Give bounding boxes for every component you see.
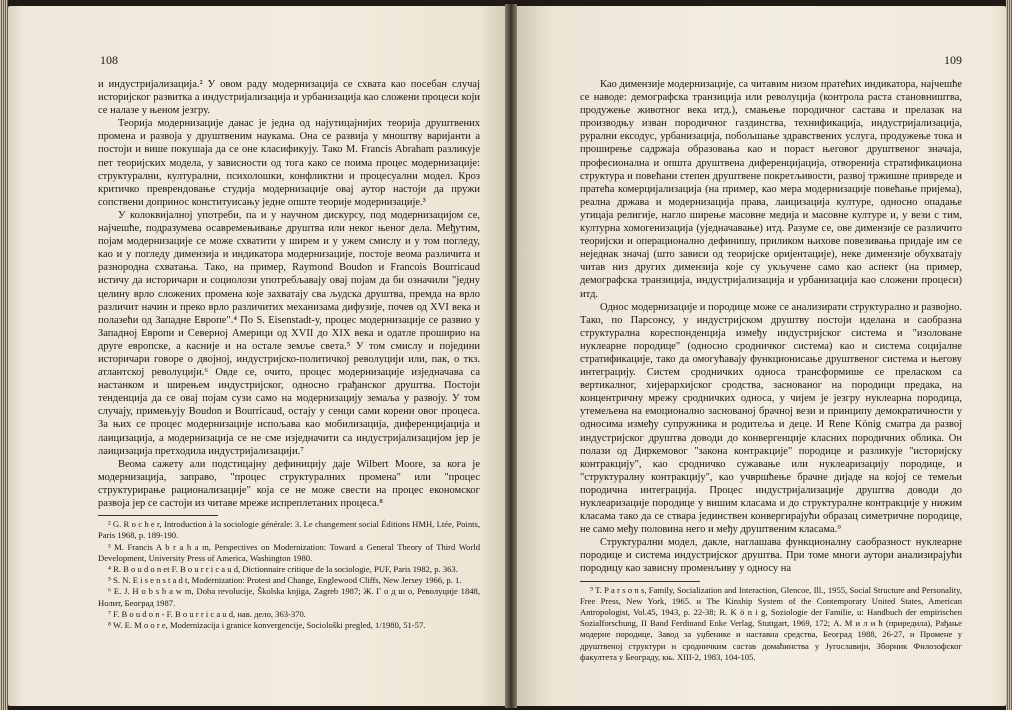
footnote: ² G. R o c h e r, Introduction à la sociologie générale: 3. Le changement social Éditions HMH, Ltée, Points, Paris 1968, p. 189-190. xyxy=(98,519,480,541)
footnote: ⁵ S. N. E i s e n s t a d t, Modernization: Protest and Change, Englewood Cliffs, New Jersey 1966, p. 1. xyxy=(108,575,462,586)
left-text-column xyxy=(98,78,480,631)
paragraph: Структурални модел, дакле, наглашава функционалну саобразност нуклеарне породице и система индустријског друштва. При томе многи аутори анализирајући породицу као зависну променљиву у односу на xyxy=(580,537,962,575)
right-page-number: 109 xyxy=(944,53,962,67)
book-gutter xyxy=(505,4,517,708)
footnote: ⁸ W. E. M o o r e, Modernizacija i granice konvergencije, Sociološki pregled, 1/1980, 51-57. xyxy=(108,619,426,630)
right-text-column xyxy=(580,78,962,663)
footnote: ⁴ R. B o u d o n et F. B o u r r i c a u d, Dictionnaire critique de la sociologie, PUF, Paris 1982, p. 363. xyxy=(108,563,458,574)
right-page-edges xyxy=(1006,0,1012,710)
footnote: ³ M. Francis A b r a h a m, Perspectives on Modernization: Toward a General Theory of Third World Development, University Press of America, Washington 1980. xyxy=(98,541,480,563)
paragraph: Однос модернизације и породице може се анализирати структурално и развојно. Тако, по Парсонсу, у индустријском друштву постоји иделана и саобразна структурална кореспонденција између индустријског система и "изоловане нуклеарне породице" (односно сродничког система) као и система социјалне стратификације, тако да омогућавају функционисање друштвеног система и његову интеграцију. Систем сродничких односа трансформише се преласком са вертикалног, хијерархијског сродства, заснованог на породици предака, на концентричну мрежу сродничких односа, у чијем је језгру нуклеарна породица, утемељена на емоционално заснованој брачној вези и принципу демократичности у односима између супружника и родитеља и деце. И Rene König сматра да развој индустријског друштва доводи до конвергенције класних породичних облика. Он полази од Диркемовог "закона контракције" породице и разликује "историјску контракцију", као сродничко сужавање или нуклеаризацију породице, и "структуралну контракцију", као учвршћење брачне дијаде на којој се темељи породична интеграција. Процес индустријализације друштва доводи до нуклеаризације породице у вишим класама и до структуралне контракције у нижим класама тако да се ствара јединствен конвергирајући образац симетричне породице, не само међу половина него и међу друштвеним класама.⁹ xyxy=(580,301,962,536)
footnote: ⁷ F. B o u d o n - F. B o u r r i c a u d, нав. дело, 363-370. xyxy=(108,608,306,619)
paragraph: У колоквијалној употреби, па и у научном дискурсу, под модернизацијом се, најчешће, подразумева осавремењивање друштва или неког њеног дела. Међутим, појам модернизације се може схватити у ширем и у ужем смислу и у том погледу, као и у погледу димензија и индикатора модернизације, постоје веома различита и разнородна схватања. Тако, на пример, Raymond Boudon и Francois Bourricaud истичу да историчари и социолози употребљавају овај појам да би означили "једну целину врло сложених промена које захватају сва људска друштва, премда на врло различит начин и преко врло различитих механизама дифузије, почев од XVI века и полазећи од Западне Европе".⁴ По S. Eisenstadt-у, процес модернизације се развио у Западној Европи и Северној Америци од XVII до XIX века и одатле проширио на друге европске, а касније и на остале земље света.⁵ У том смислу и поједини историчари говоре о двојној, индустријско-политичкој револуцији или, пак, о ткз. атлантској револуцији.⁶ Овде се, очито, процес модернизације изједначава са настанком и ширењем индустријског, односно грађанског друштва. Постоји тенденција да се овај појам сузи само на модернизацију земаља у развоју. У том случају, примењују Boudon и Bourricaud, остају у сенци сами корени овог процеса. За њих се процес модернизације испољава као мобилизација, диференцијација и лаицизација, а модернизација се не сме изједначити са индустријализацијом јер је лаицизација претходила индустријализацији.⁷ xyxy=(98,209,480,457)
left-page xyxy=(8,6,510,706)
paragraph: Као димензије модернизације, са читавим низом пратећих индикатора, најчешће се наводе: демографска транзиција или револуција (контрола раста становништва, продужење животног века итд.), смањење породичног састава и прелазак на производњу изван породичног газдинства, технификација, индустријализација, рурални ексодус, урбанизација, побољшање здравствених услуга, продужење тока и проширење садржаја образовања као и пораст његовог друштвеног значаја, професионална и општа друштвена диференцијација, отворенија стратификациона структура и повећани степен друштвене покретљивости, развој тржишне привреде и пратећа комерцијализација (на пример, као мера модернизације повећање пријема), реална држава и модернизација права, лаицизација културе, односно опадање утицаја религије, нагло ширење масовне медија и масовне културе и, у вези с тим, културна хомогенизација (уједначавање) итд. Разуме се, ове димензије се различито теоријски и операционално дефинишу, приликом њихове повезивања придаје им се неједнак значај (што зависи од теоријске оријентације), неке димензије обухватају читав низ других димензија које су укључене само као аспект (на пример, демографска транзиција, индустријализација и урбанизација као сложени процеси) итд. xyxy=(580,79,962,300)
right-page xyxy=(512,6,1006,706)
paragraph: Веома сажету али подстицајну дефиницију даје Wilbert Moore, за кога је модернизација, заправо, "процес структуралних промена" или "процес структурирање рационализације" која се не може свести на процес економског развоја јер се састоји из читаве мреже испреплетаних процеса.⁸ xyxy=(98,458,480,509)
left-page-number: 108 xyxy=(100,53,118,67)
footnote-rule xyxy=(580,581,700,582)
left-page-edges xyxy=(0,0,8,710)
footnote: ⁶ E. J. H o b s b a w m, Doba revolucije, Školska knjiga, Zagreb 1987; Ж. Г о д ш о, Револуције 1848, Нолит, Београд 1987. xyxy=(98,586,480,608)
paragraph: Теорија модернизације данас је једна од најутицајнијих теорија друштвених промена и развоја у друштвеним наукама. Она се развија у мноштву варијанти а постоји и више покушаја да се оне класификују. Тако M. Francis Abraham разликује пет теоријских модела, у зависности од тога како се поима процес модернизације: структурални, културални, психолошки, конфликтни и процесуални модел. Кроз критичко преврендовање студија модернизације овај аутор настоји да пружи сопствени допринос конституисању једне опште теорије модернизације.³ xyxy=(98,118,480,208)
footnote-rule xyxy=(98,515,218,516)
paragraph: и индустријализација.² У овом раду модернизација се схвата као посебан случај историјског развитка а индустријализација и урбанизација као сложени процеси који се налазе у њеном језгру. xyxy=(98,79,480,117)
footnote: ⁹ T. P a r s o n s, Family, Socialization and Interaction, Glencoe, Ill., 1955, Social Structure and Personality, Free Press, New York, 1965. и The Kinship System of the Contemporary United States, American Antropologist, Vol.45, 1943, p. 22-38; R. K ö n i g, Soziologie der Familie, u: Handbuch der empirischen Sozialforschung, II Band Ferdinand Enke Verlag, Stuttgart, 1969, 172; А. М и л и ћ (приредила), Рађање модерне породице, Завод за уџбенике и наставна средства, Београд 1988, 26-27, и Промене у друштвеној структури и сродничким састав домаћинства у Југославији, Зборник Филозофског факултета у Београду, књ. XIII-2, 1983, 104-105. xyxy=(580,584,962,662)
